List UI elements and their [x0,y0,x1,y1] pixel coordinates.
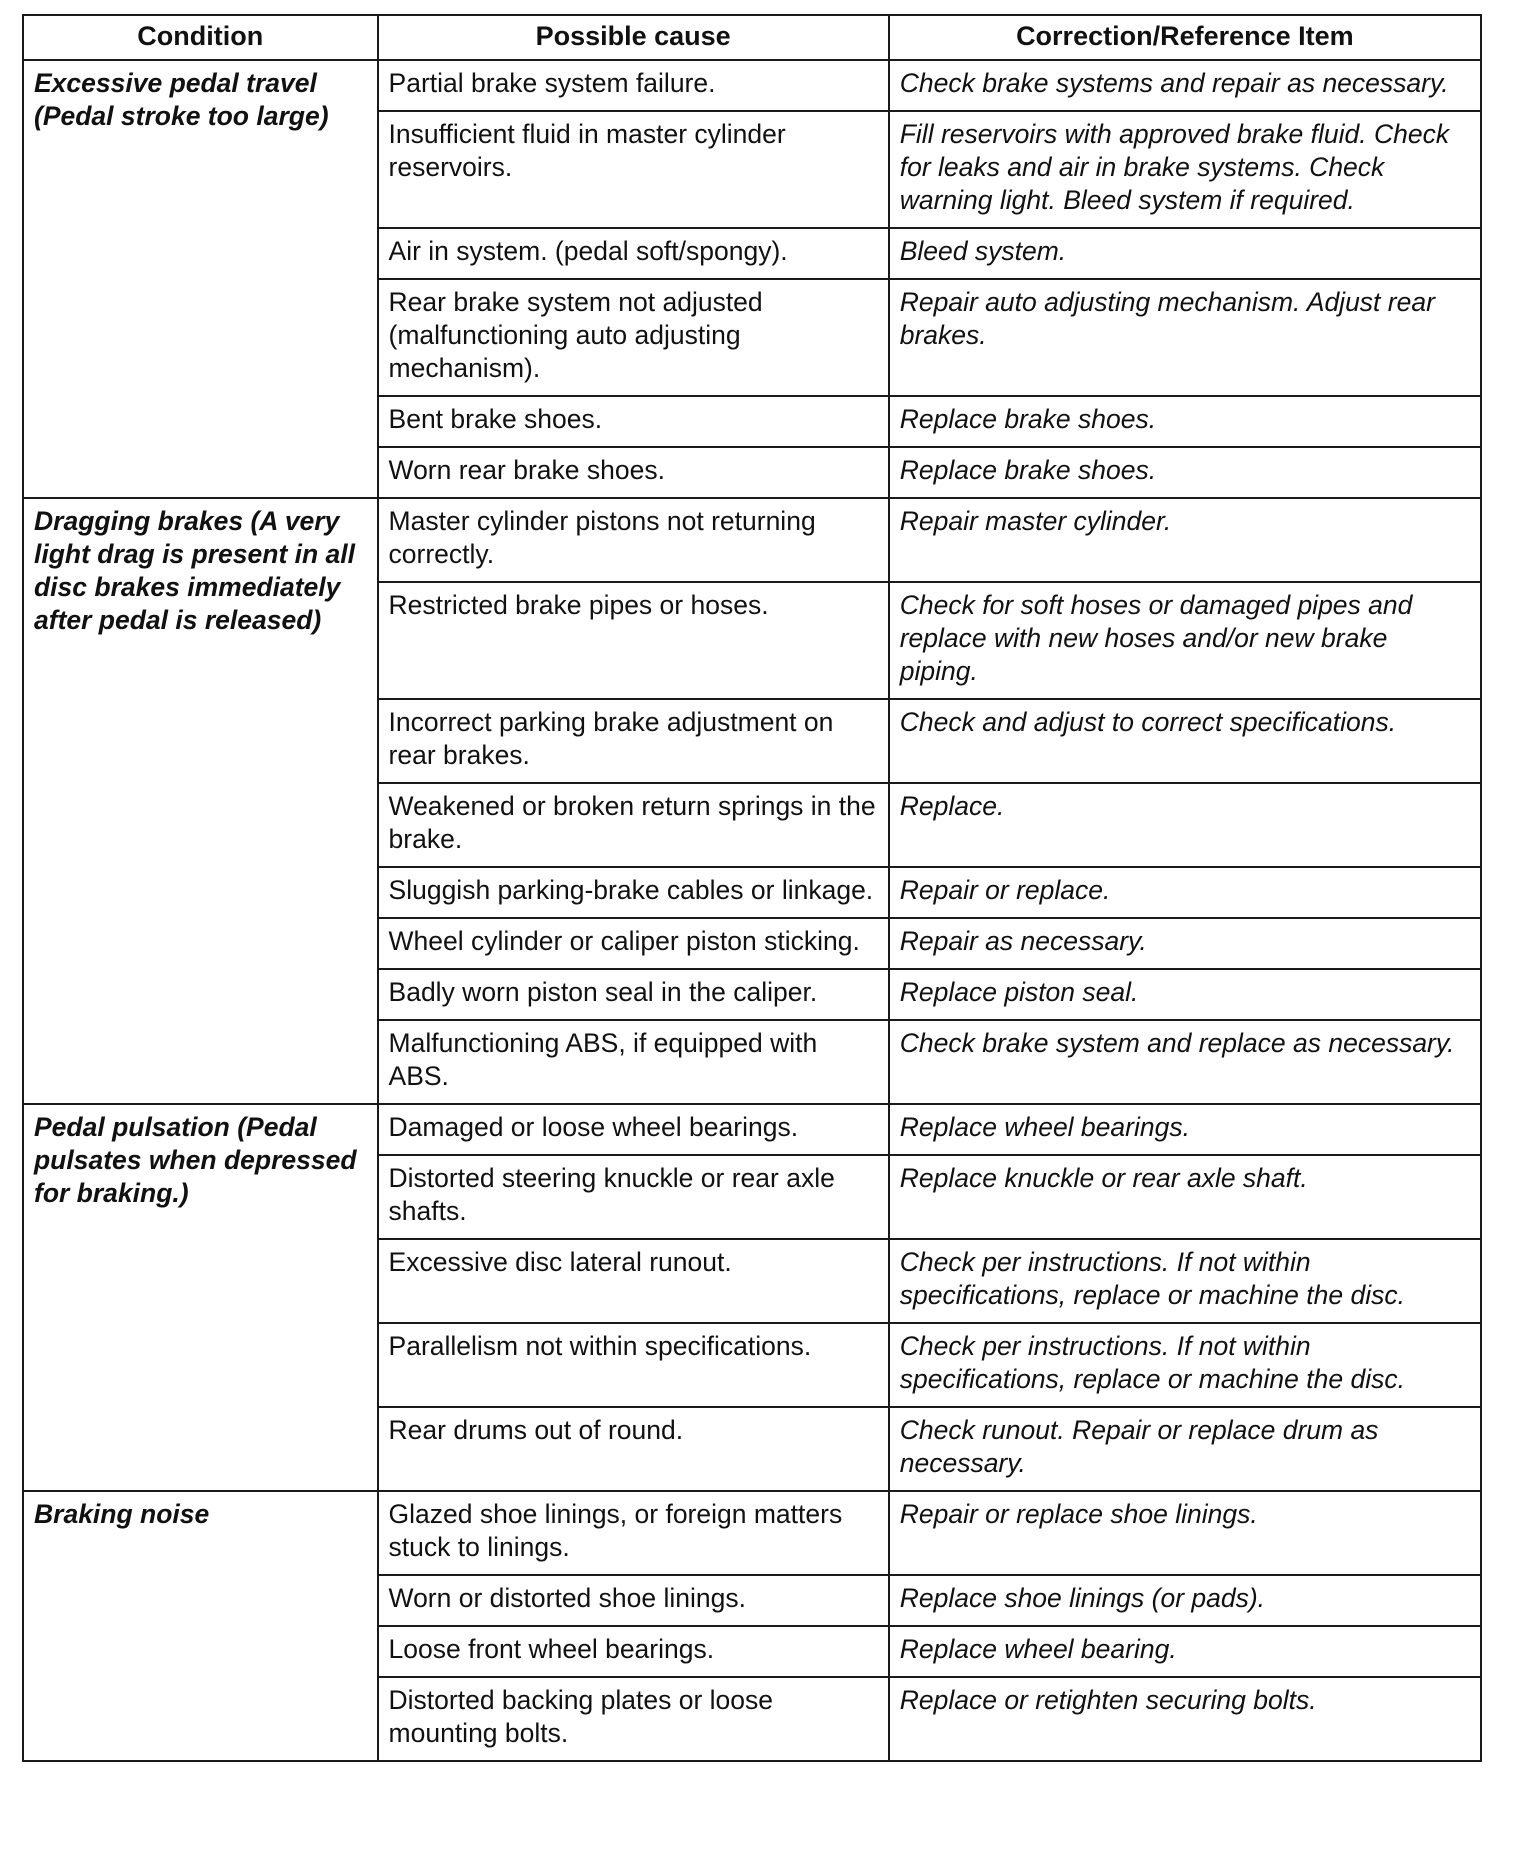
cause-cell: Restricted brake pipes or hoses. [378,582,889,699]
cause-cell: Incorrect parking brake adjustment on rear brakes. [378,699,889,783]
condition-cell: Braking noise [23,1491,378,1761]
cause-cell: Glazed shoe linings, or foreign matters stuck to linings. [378,1491,889,1575]
correction-cell: Replace. [889,783,1481,867]
table-header [23,15,1481,60]
cause-cell: Partial brake system failure. [378,60,889,111]
correction-cell: Replace brake shoes. [889,396,1481,447]
condition-cell: Dragging brakes (A very light drag is present in all disc brakes immediately after pedal is released) [23,498,378,1104]
correction-cell: Check per instructions. If not within specifications, replace or machine the disc. [889,1323,1481,1407]
correction-cell: Replace brake shoes. [889,447,1481,498]
correction-cell: Replace piston seal. [889,969,1481,1020]
correction-cell: Replace wheel bearings. [889,1104,1481,1155]
cause-cell: Insufficient fluid in master cylinder reservoirs. [378,111,889,228]
cause-cell: Weakened or broken return springs in the brake. [378,783,889,867]
cause-cell: Loose front wheel bearings. [378,1626,889,1677]
correction-cell: Replace knuckle or rear axle shaft. [889,1155,1481,1239]
correction-cell: Replace wheel bearing. [889,1626,1481,1677]
cause-cell: Distorted steering knuckle or rear axle shafts. [378,1155,889,1239]
correction-cell: Bleed system. [889,228,1481,279]
correction-cell: Check runout. Repair or replace drum as necessary. [889,1407,1481,1491]
cause-cell: Badly worn piston seal in the caliper. [378,969,889,1020]
table-row [23,60,1481,111]
correction-cell: Check brake systems and repair as necessary. [889,60,1481,111]
condition-cell: Excessive pedal travel (Pedal stroke too large) [23,60,378,498]
cause-cell: Wheel cylinder or caliper piston sticking. [378,918,889,969]
cause-cell: Parallelism not within specifications. [378,1323,889,1407]
correction-cell: Fill reservoirs with approved brake fluid. Check for leaks and air in brake systems. Check warning light. Bleed system if required. [889,111,1481,228]
cause-cell: Worn rear brake shoes. [378,447,889,498]
correction-cell: Check and adjust to correct specifications. [889,699,1481,783]
cause-cell: Bent brake shoes. [378,396,889,447]
correction-cell: Replace or retighten securing bolts. [889,1677,1481,1761]
table-row [23,1491,1481,1575]
header-row [23,15,1481,60]
cause-cell: Worn or distorted shoe linings. [378,1575,889,1626]
cause-cell: Rear drums out of round. [378,1407,889,1491]
cause-cell: Sluggish parking-brake cables or linkage. [378,867,889,918]
cause-cell: Damaged or loose wheel bearings. [378,1104,889,1155]
correction-cell: Repair auto adjusting mechanism. Adjust rear brakes. [889,279,1481,396]
cause-cell: Rear brake system not adjusted (malfunctioning auto adjusting mechanism). [378,279,889,396]
cause-cell: Excessive disc lateral runout. [378,1239,889,1323]
correction-cell: Repair as necessary. [889,918,1481,969]
cause-cell: Master cylinder pistons not returning correctly. [378,498,889,582]
table-row [23,498,1481,582]
cause-cell: Distorted backing plates or loose mounting bolts. [378,1677,889,1761]
cause-cell: Air in system. (pedal soft/spongy). [378,228,889,279]
correction-cell: Replace shoe linings (or pads). [889,1575,1481,1626]
header-condition: Condition [23,15,378,60]
condition-cell: Pedal pulsation (Pedal pulsates when depressed for braking.) [23,1104,378,1491]
header-correction: Correction/Reference Item [889,15,1481,60]
correction-cell: Check brake system and replace as necessary. [889,1020,1481,1104]
header-possible-cause: Possible cause [378,15,889,60]
correction-cell: Check per instructions. If not within specifications, replace or machine the disc. [889,1239,1481,1323]
cause-cell: Malfunctioning ABS, if equipped with ABS. [378,1020,889,1104]
table-body [23,60,1481,1761]
correction-cell: Repair master cylinder. [889,498,1481,582]
table-row [23,1104,1481,1155]
troubleshooting-table [22,14,1482,1762]
correction-cell: Check for soft hoses or damaged pipes and replace with new hoses and/or new brake piping. [889,582,1481,699]
correction-cell: Repair or replace shoe linings. [889,1491,1481,1575]
correction-cell: Repair or replace. [889,867,1481,918]
